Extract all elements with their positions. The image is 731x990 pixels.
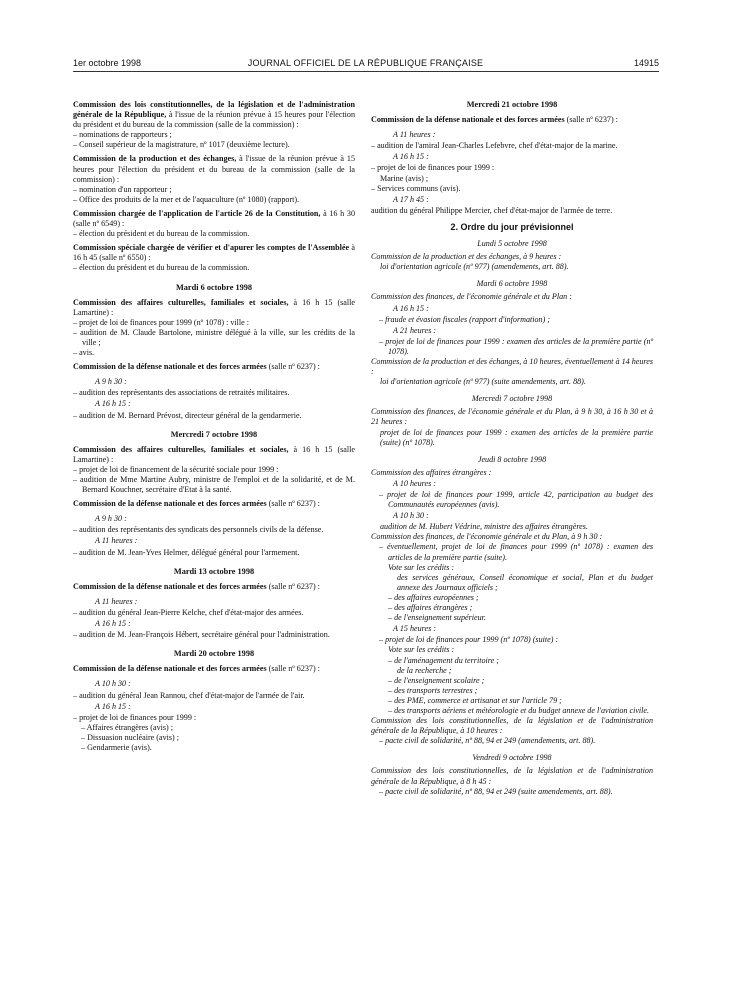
list-item: – projet de loi de finances pour 1999 : examen des articles de la première partie (nº 1078). — [379, 336, 653, 356]
paragraph: loi d'orientation agricole (nº 977) (amendements, art. 88). — [380, 262, 569, 272]
list-item: – audition de l'amiral Jean-Charles Lefebvre, chef d'état-major de la marine. — [371, 141, 618, 151]
list-item: – audition de M. Jean-François Hébert, secrétaire général pour l'administration. — [73, 630, 330, 640]
committee-name: Commission des affaires culturelles, familiales et sociales, — [73, 297, 289, 307]
vote-item: – des affaires européennes ; — [388, 592, 479, 602]
vote-item: – de l'aménagement du territoire ; — [388, 655, 499, 665]
right-column — [371, 100, 653, 797]
time-label: A 10 h 30 : — [393, 511, 429, 521]
paragraph: Commission de la production et des échanges, à l'issue de la réunion prévue à 15 heures pour l'élection du président et du bureau de la commission (salle de la commission) : — [73, 154, 355, 184]
time-label: A 10 heures : — [393, 478, 436, 488]
paragraph: Commission de la production et des échanges, à 10 heures, éventuellement à 14 heures : — [371, 356, 653, 377]
paragraph: Commission chargée de l'application de l'article 26 de la Constitution, à 16 h 30 (salle nº 6549) : — [73, 208, 355, 229]
time-label: A 9 h 30 : — [95, 377, 127, 387]
header-page-number: 14915 — [633, 58, 659, 68]
list-item: – Services communs (avis). — [371, 183, 461, 193]
paragraph: projet de loi de finances pour 1999 : examen des articles de la première partie (suite) (nº 1078). — [380, 427, 653, 447]
list-item: – audition des représentants des associations de retraités militaires. — [73, 388, 290, 398]
day-heading: Mercredi 7 octobre 1998 — [471, 394, 553, 404]
vote-label: Vote sur les crédits : — [388, 645, 455, 655]
vote-item: – des PME, commerce et artisanat et sur l'article 79 ; — [388, 695, 562, 705]
sub-item: – Affaires étrangères (avis) ; — [81, 722, 173, 732]
list-item: – avis. — [73, 348, 95, 358]
vote-item: – des transports aériens et météorologie et du budget annexe de l'aviation civile. — [388, 705, 650, 715]
day-heading: Jeudi 8 octobre 1998 — [477, 454, 547, 464]
day-heading: Mardi 6 octobre 1998 — [476, 279, 548, 289]
committee-name: Commission de la défense nationale et des forces armées — [73, 581, 267, 591]
header-title: JOURNAL OFFICIEL DE LA RÉPUBLIQUE FRANÇAISE — [247, 58, 484, 68]
list-item: – nominations de rapporteurs ; — [73, 130, 172, 140]
vote-item: de la recherche ; — [397, 665, 452, 675]
vote-item: des services généraux, Conseil économique et social, Plan et du budget annexe des Journaux officiels ; — [397, 572, 653, 592]
list-item: – audition des représentants des syndicats des personnels civils de la défense. — [73, 525, 324, 535]
vote-label: Vote sur les crédits : — [388, 562, 455, 572]
day-heading: Lundi 5 octobre 1998 — [477, 239, 547, 249]
left-column — [73, 100, 355, 753]
list-item: – audition du général Jean-Pierre Kelche, chef d'état-major des armées. — [73, 607, 304, 617]
committee-name: Commission des affaires culturelles, familiales et sociales, — [73, 444, 289, 454]
list-item: – éventuellement, projet de loi de finances pour 1999 (nº 1078) : examen des articles de la première partie (suite). — [379, 542, 653, 562]
vote-item: – des affaires étrangères ; — [388, 603, 473, 613]
committee-name: Commission des lois constitutionnelles, de la législation et de l'administration générale de la République, — [73, 100, 355, 120]
day-heading: Mercredi 7 octobre 1998 — [170, 429, 258, 439]
list-item: – projet de loi de finances pour 1999 (nº 1078) (suite) : — [379, 635, 559, 645]
time-label: A 11 heures : — [393, 130, 436, 140]
paragraph: Commission de la défense nationale et des forces armées (salle nº 6237) : — [73, 499, 320, 509]
vote-item: – de l'enseignement scolaire ; — [388, 675, 485, 685]
list-item: – audition du général Jean Rannou, chef d'état-major de l'armée de l'air. — [73, 690, 305, 700]
day-heading: Mardi 13 octobre 1998 — [173, 566, 255, 576]
paragraph: Commission des lois constitutionnelles, de la législation et de l'administration générale de la République, à l'issue de la réunion prévue à 15 heures pour l'élection du président et du bureau de la commission (salle de la commission) : — [73, 100, 355, 130]
header-rule — [73, 71, 659, 72]
paragraph: Commission de la production et des échanges, à 9 heures : — [371, 252, 562, 262]
paragraph: Commission des finances, de l'économie générale et du Plan, à 9 h 30, à 16 h 30 et à 21 heures : — [371, 407, 653, 427]
header-date: 1er octobre 1998 — [73, 58, 142, 68]
paragraph: Commission des lois constitutionnelles, de la législation et de l'administration générale de la République, à 8 h 45 : — [371, 766, 653, 786]
paragraph: Commission de la défense nationale et des forces armées (salle nº 6237) : — [73, 362, 320, 372]
list-item: – pacte civil de solidarité, nº 88, 94 et 249 (suite amendements, art. 88). — [379, 786, 613, 796]
list-item: – Conseil supérieur de la magistrature, nº 1017 (deuxième lecture). — [73, 140, 290, 150]
list-item: – audition de M. Claude Bartolone, ministre délégué à la ville, sur les crédits de la ville ; — [73, 327, 355, 347]
time-label: A 15 heures : — [393, 624, 436, 634]
paragraph: loi d'orientation agricole (nº 977) (suite amendements, art. 88). — [380, 377, 586, 387]
paragraph: Commission de la défense nationale et des forces armées (salle nº 6237) : — [73, 581, 320, 591]
committee-name: Commission spéciale chargée de vérifier et d'apurer les comptes de l'Assemblée — [73, 243, 350, 253]
list-item: – nomination d'un rapporteur ; — [73, 184, 172, 194]
sub-item: Marine (avis) ; — [380, 173, 429, 183]
committee-name: Commission de la production et des échanges, — [73, 154, 237, 164]
day-heading: Mardi 20 octobre 1998 — [173, 649, 255, 659]
list-item: – projet de loi de finances pour 1999 : — [73, 712, 197, 722]
committee-name: Commission de la défense nationale et des forces armées — [73, 499, 267, 509]
committee-name: Commission de la défense nationale et des forces armées — [371, 115, 565, 125]
sub-item: – Gendarmerie (avis). — [81, 742, 152, 752]
list-item: – projet de loi de finances pour 1999 (nº 1078) : ville : — [73, 317, 250, 327]
page-header — [0, 58, 731, 72]
time-label: A 21 heures : — [393, 325, 436, 335]
paragraph: Commission des lois constitutionnelles, de la législation et de l'administration générale de la République, à 10 heures : — [371, 716, 653, 736]
paragraph: Commission des affaires culturelles, familiales et sociales, à 16 h 15 (salle Lamartine) : — [73, 297, 355, 317]
paragraph: Commission de la défense nationale et des forces armées (salle nº 6237) : — [73, 664, 320, 674]
time-label: A 16 h 15 : — [393, 303, 429, 313]
paragraph: Commission des finances, de l'économie générale et du Plan : — [371, 292, 572, 302]
list-item: – élection du président et du bureau de la commission. — [73, 263, 250, 273]
time-label: A 11 heures : — [95, 536, 138, 546]
time-label: A 10 h 30 : — [95, 679, 131, 689]
list-item: – projet de loi de finances pour 1999 : — [371, 163, 495, 173]
list-item: audition du général Philippe Mercier, chef d'état-major de l'armée de terre. — [371, 205, 613, 215]
time-label: A 16 h 15 : — [95, 701, 131, 711]
list-item: – projet de loi de financement de la sécurité sociale pour 1999 : — [73, 464, 279, 474]
list-item: – audition de M. Bernard Prévost, directeur général de la gendarmerie. — [73, 410, 302, 420]
list-item: audition de M. Hubert Védrine, ministre des affaires étrangères. — [380, 522, 588, 532]
time-label: A 16 h 15 : — [95, 619, 131, 629]
section-heading: 2. Ordre du jour prévisionnel — [450, 221, 574, 232]
time-label: A 16 h 15 : — [393, 152, 429, 162]
time-label: A 17 h 45 : — [393, 194, 429, 204]
day-heading: Mercredi 21 octobre 1998 — [466, 100, 558, 109]
sub-item: – Dissuasion nucléaire (avis) ; — [81, 732, 179, 742]
list-item: – pacte civil de solidarité, nº 88, 94 et 249 (amendements, art. 88). — [379, 736, 596, 746]
paragraph: Commission spéciale chargée de vérifier et d'apurer les comptes de l'Assemblée à 16 h 45 (salle nº 6550) : — [73, 243, 355, 263]
list-item: – fraude et évasion fiscales (rapport d'information) ; — [379, 314, 551, 324]
list-item: – audition de M. Jean-Yves Helmer, délégué général pour l'armement. — [73, 547, 300, 557]
vote-item: – de l'enseignement supérieur. — [388, 613, 486, 623]
time-label: A 11 heures : — [95, 596, 138, 606]
vote-item: – des transports terrestres ; — [388, 685, 478, 695]
list-item: – Office des produits de la mer et de l'aquaculture (nº 1080) (rapport). — [73, 194, 300, 204]
day-heading: Vendredi 9 octobre 1998 — [472, 753, 552, 763]
paragraph: Commission de la défense nationale et des forces armées (salle nº 6237) : — [371, 115, 618, 125]
paragraph: Commission des finances, de l'économie générale et du Plan, à 9 h 30 : — [371, 532, 603, 542]
paragraph: Commission des affaires étrangères : — [371, 467, 492, 477]
list-item: – audition de Mme Martine Aubry, ministre de l'emploi et de la solidarité, et de M. Bernard Kouchner, secrétaire d'Etat à la santé. — [73, 475, 355, 495]
committee-name: Commission chargée de l'application de l'article 26 de la Constitution, — [73, 208, 321, 218]
list-item: – élection du président et du bureau de la commission. — [73, 229, 250, 239]
day-heading: Mardi 6 octobre 1998 — [175, 282, 253, 292]
paragraph: Commission des affaires culturelles, familiales et sociales, à 16 h 15 (salle Lamartine) : — [73, 444, 355, 464]
time-label: A 16 h 15 : — [95, 399, 131, 409]
committee-name: Commission de la défense nationale et des forces armées — [73, 362, 267, 372]
committee-name: Commission de la défense nationale et des forces armées — [73, 664, 267, 674]
time-label: A 9 h 30 : — [95, 514, 127, 524]
list-item: – projet de loi de finances pour 1999, article 42, participation au budget des Communautés européennes (avis). — [379, 490, 653, 510]
